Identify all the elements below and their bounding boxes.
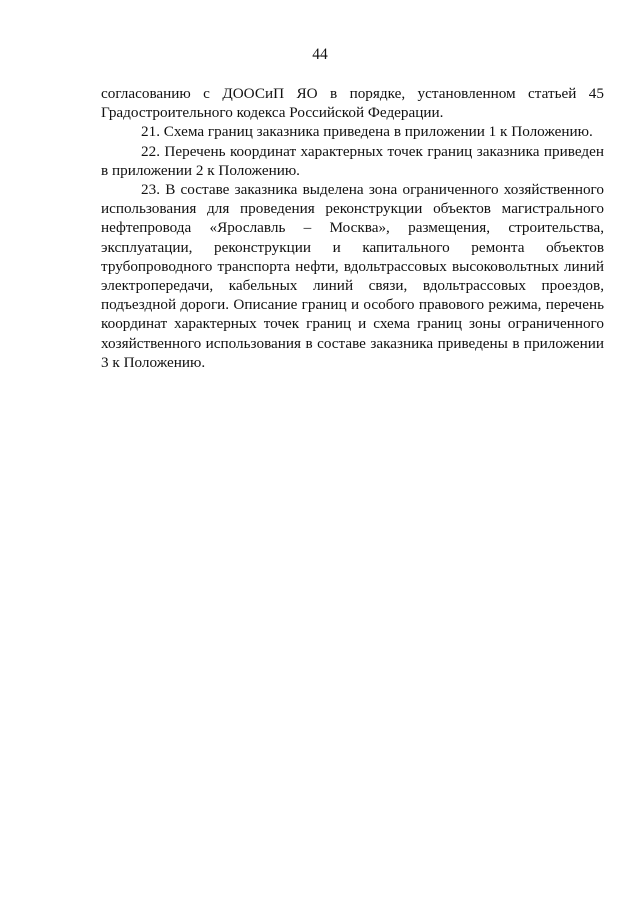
document-body	[101, 84, 604, 372]
paragraph-23: 23. В составе заказника выделена зона ограниченного хозяйственного использования для проведения реконструкции объектов магистрального нефтепровода «Ярославль – Москва», размещения, строительства, эксплуатации, реконструкции и капитального ремонта объектов трубопроводного транспорта нефти, вдольтрассовых высоковольтных линий электропередачи, кабельных линий связи, вдольтрассовых проездов, подъездной дороги. Описание границ и особого правового режима, перечень координат характерных точек границ и схема границ зоны ограниченного хозяйственного использования в составе заказника приведены в приложении 3 к Положению.	[101, 181, 604, 371]
paragraph-21: 21. Схема границ заказника приведена в приложении 1 к Положению.	[141, 123, 593, 141]
paragraph-22: 22. Перечень координат характерных точек границ заказника приведен в приложении 2 к Положению.	[101, 142, 604, 179]
paragraph-continuation: согласованию с ДООСиП ЯО в порядке, установленном статьей 45 Градостроительного кодекса Российской Федерации.	[101, 85, 604, 122]
page-number: 44	[312, 46, 328, 63]
